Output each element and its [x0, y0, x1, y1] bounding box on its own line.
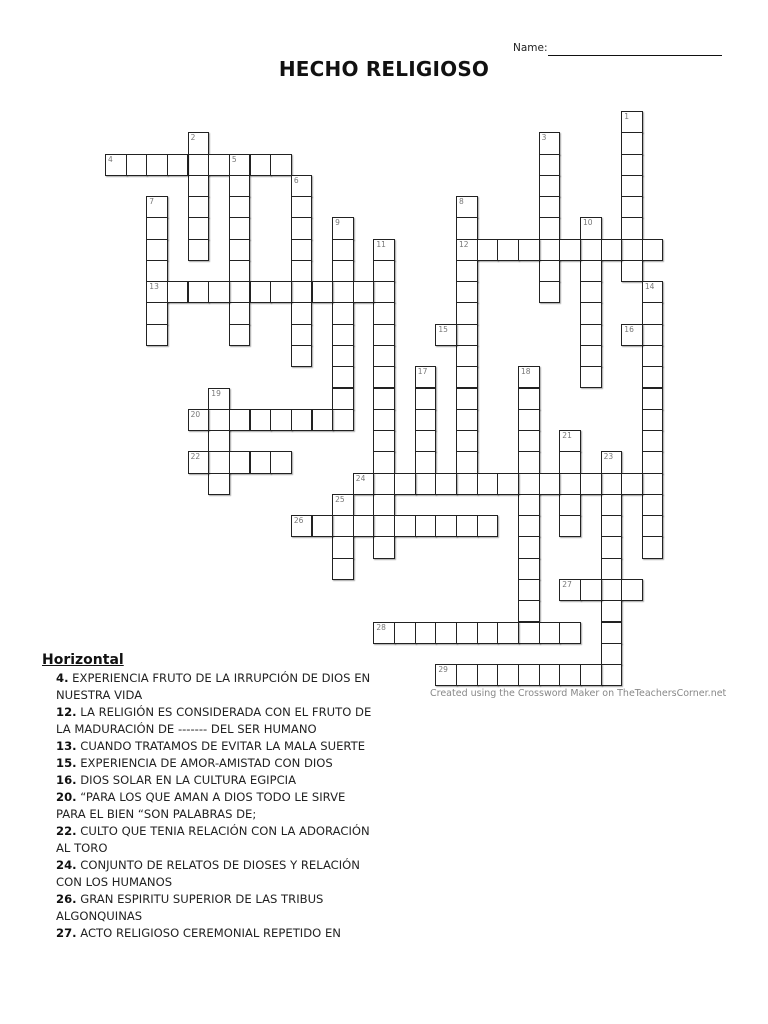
crossword-cell[interactable] — [621, 239, 643, 261]
crossword-cell[interactable] — [518, 239, 540, 261]
crossword-cell[interactable] — [580, 345, 602, 367]
clue-number: 19 — [211, 388, 221, 398]
crossword-cell[interactable] — [539, 217, 561, 239]
clue-number: 12. — [56, 705, 77, 719]
crossword-cell[interactable] — [188, 132, 210, 154]
crossword-cell[interactable] — [456, 388, 478, 410]
crossword-cell[interactable] — [332, 260, 354, 282]
clue-item — [56, 789, 374, 823]
crossword-cell[interactable] — [291, 515, 313, 537]
crossword-cell[interactable] — [373, 302, 395, 324]
crossword-cell[interactable] — [518, 451, 540, 473]
crossword-cell[interactable] — [539, 239, 561, 261]
crossword-cell[interactable] — [332, 217, 354, 239]
clue-item — [56, 755, 374, 772]
crossword-cell[interactable] — [146, 196, 168, 218]
crossword-cell[interactable] — [642, 515, 664, 537]
crossword-cell[interactable] — [559, 239, 581, 261]
crossword-cell[interactable] — [373, 388, 395, 410]
crossword-cell[interactable] — [539, 132, 561, 154]
crossword-cell[interactable] — [456, 281, 478, 303]
crossword-cell[interactable] — [373, 239, 395, 261]
crossword-cell[interactable] — [580, 217, 602, 239]
crossword-cell[interactable] — [518, 515, 540, 537]
crossword-cell[interactable] — [621, 111, 643, 133]
crossword-cell[interactable] — [373, 536, 395, 558]
crossword-cell[interactable] — [415, 515, 437, 537]
clue-item — [56, 925, 374, 942]
crossword-cell[interactable] — [394, 473, 416, 495]
crossword-cell[interactable] — [146, 324, 168, 346]
clue-text: CONJUNTO DE RELATOS DE DIOSES Y RELACIÓN CON LOS HUMANOS — [56, 858, 360, 889]
crossword-cell[interactable] — [642, 366, 664, 388]
crossword-cell[interactable] — [229, 409, 251, 431]
crossword-cell[interactable] — [456, 409, 478, 431]
crossword-cell[interactable] — [456, 366, 478, 388]
clue-number: 18 — [521, 367, 531, 377]
clue-text: DIOS SOLAR EN LA CULTURA EGIPCIA — [80, 773, 297, 787]
crossword-cell[interactable] — [621, 579, 643, 601]
clue-number: 12 — [459, 239, 469, 249]
clue-number: 4 — [108, 154, 113, 164]
crossword-cell[interactable] — [642, 494, 664, 516]
crossword-cell[interactable] — [270, 409, 292, 431]
crossword-cell[interactable] — [229, 239, 251, 261]
crossword-cell[interactable] — [229, 175, 251, 197]
crossword-cell[interactable] — [642, 430, 664, 452]
crossword-cell[interactable] — [580, 366, 602, 388]
clue-item — [56, 772, 374, 789]
crossword-cell[interactable] — [291, 260, 313, 282]
clue-text: CUANDO TRATAMOS DE EVITAR LA MALA SUERTE — [80, 739, 366, 753]
crossword-cell[interactable] — [559, 622, 581, 644]
crossword-cell[interactable] — [188, 239, 210, 261]
crossword-cell[interactable] — [415, 366, 437, 388]
crossword-cell[interactable] — [373, 409, 395, 431]
clue-number: 21 — [562, 431, 572, 441]
crossword-cell[interactable] — [250, 451, 272, 473]
crossword-cell[interactable] — [167, 154, 189, 176]
crossword-cell[interactable] — [621, 154, 643, 176]
crossword-cell[interactable] — [642, 536, 664, 558]
crossword-cell[interactable] — [229, 302, 251, 324]
crossword-cell[interactable] — [353, 473, 375, 495]
crossword-cell[interactable] — [580, 260, 602, 282]
crossword-cell[interactable] — [146, 281, 168, 303]
crossword-cell[interactable] — [188, 281, 210, 303]
crossword-cell[interactable] — [518, 409, 540, 431]
clue-number: 15 — [438, 324, 448, 334]
clue-text: EXPERIENCIA DE AMOR-AMISTAD CON DIOS — [80, 756, 333, 770]
crossword-cell[interactable] — [601, 451, 623, 473]
clue-text: ACTO RELIGIOSO CEREMONIAL REPETIDO EN — [80, 926, 341, 940]
crossword-cell[interactable] — [456, 260, 478, 282]
crossword-cell[interactable] — [477, 239, 499, 261]
crossword-cell[interactable] — [188, 175, 210, 197]
crossword-cell[interactable] — [435, 515, 457, 537]
clue-number: 27 — [562, 579, 572, 589]
crossword-cell[interactable] — [250, 409, 272, 431]
clue-list — [56, 670, 374, 942]
clue-text: “PARA LOS QUE AMAN A DIOS TODO LE SIRVE PARA EL BIEN “SON PALABRAS DE; — [56, 790, 346, 821]
crossword-cell[interactable] — [518, 494, 540, 516]
crossword-cell[interactable] — [373, 494, 395, 516]
crossword-cell[interactable] — [539, 154, 561, 176]
crossword-cell[interactable] — [208, 451, 230, 473]
clue-number: 20 — [190, 409, 201, 419]
crossword-cell[interactable] — [621, 473, 643, 495]
crossword-cell[interactable] — [621, 324, 643, 346]
crossword-cell[interactable] — [456, 217, 478, 239]
clue-number: 15. — [56, 756, 77, 770]
crossword-cell[interactable] — [146, 154, 168, 176]
crossword-cell[interactable] — [456, 515, 478, 537]
crossword-cell[interactable] — [559, 664, 581, 686]
credit-text: Created using the Crossword Maker on TheTeachersCorner.net — [430, 688, 727, 699]
crossword-cell[interactable] — [477, 664, 499, 686]
crossword-cell[interactable] — [373, 622, 395, 644]
clue-number: 6 — [293, 175, 299, 185]
crossword-cell[interactable] — [559, 430, 581, 452]
crossword-cell[interactable] — [559, 451, 581, 473]
crossword-cell[interactable] — [601, 558, 623, 580]
crossword-cell[interactable] — [208, 154, 230, 176]
crossword-cell[interactable] — [415, 388, 437, 410]
crossword-cell[interactable] — [353, 281, 375, 303]
crossword-cell[interactable] — [539, 473, 561, 495]
crossword-cell[interactable] — [291, 239, 313, 261]
clue-number: 4. — [56, 671, 69, 685]
crossword-cell[interactable] — [539, 260, 561, 282]
crossword-cell[interactable] — [456, 345, 478, 367]
crossword-cell[interactable] — [373, 281, 395, 303]
clue-number: 27. — [56, 926, 77, 940]
crossword-cell[interactable] — [291, 196, 313, 218]
crossword-cell[interactable] — [518, 366, 540, 388]
clue-number: 14 — [644, 282, 655, 292]
crossword-cell[interactable] — [642, 473, 664, 495]
clue-item — [56, 823, 374, 857]
crossword-cell[interactable] — [373, 260, 395, 282]
crossword-cell[interactable] — [188, 217, 210, 239]
crossword-cell[interactable] — [373, 345, 395, 367]
crossword-cell[interactable] — [105, 154, 127, 176]
crossword-cell[interactable] — [477, 622, 499, 644]
clues-heading: Horizontal — [42, 652, 124, 668]
crossword-cell[interactable] — [601, 622, 623, 644]
crossword-cell[interactable] — [373, 430, 395, 452]
clue-number: 26. — [56, 892, 77, 906]
clue-number: 25 — [335, 494, 345, 504]
clue-item — [56, 891, 374, 925]
clue-number: 24. — [56, 858, 77, 872]
crossword-cell[interactable] — [229, 260, 251, 282]
crossword-cell[interactable] — [332, 239, 354, 261]
crossword-cell[interactable] — [353, 515, 375, 537]
crossword-cell[interactable] — [642, 324, 664, 346]
crossword-cell[interactable] — [518, 664, 540, 686]
crossword-cell[interactable] — [456, 302, 478, 324]
crossword-cell[interactable] — [146, 239, 168, 261]
crossword-cell[interactable] — [332, 388, 354, 410]
crossword-cell[interactable] — [250, 281, 272, 303]
crossword-cell[interactable] — [270, 451, 292, 473]
crossword-cell[interactable] — [373, 324, 395, 346]
crossword-cell[interactable] — [601, 494, 623, 516]
crossword-cell[interactable] — [208, 281, 230, 303]
crossword-cell[interactable] — [580, 473, 602, 495]
crossword-cell[interactable] — [559, 473, 581, 495]
crossword-cell[interactable] — [270, 154, 292, 176]
crossword-cell[interactable] — [291, 345, 313, 367]
crossword-cell[interactable] — [518, 558, 540, 580]
crossword-cell[interactable] — [601, 239, 623, 261]
crossword-cell[interactable] — [332, 494, 354, 516]
clue-number: 28 — [376, 622, 386, 632]
clue-number: 1 — [624, 112, 630, 121]
crossword-cell[interactable] — [415, 473, 437, 495]
crossword-cell[interactable] — [601, 536, 623, 558]
crossword-cell[interactable] — [497, 239, 519, 261]
crossword-cell[interactable] — [188, 409, 210, 431]
crossword-cell[interactable] — [456, 473, 478, 495]
crossword-cell[interactable] — [332, 345, 354, 367]
crossword-cell[interactable] — [435, 473, 457, 495]
clue-number: 13 — [149, 282, 159, 292]
clue-number: 24 — [355, 473, 366, 483]
crossword-cell[interactable] — [291, 217, 313, 239]
clue-item — [56, 738, 374, 755]
crossword-cell[interactable] — [332, 366, 354, 388]
crossword-cell[interactable] — [229, 281, 251, 303]
clue-number: 11 — [376, 239, 386, 249]
crossword-cell[interactable] — [580, 302, 602, 324]
crossword-cell[interactable] — [332, 281, 354, 303]
crossword-cell[interactable] — [332, 409, 354, 431]
clue-number: 2 — [190, 133, 196, 143]
crossword-cell[interactable] — [126, 154, 148, 176]
crossword-cell[interactable] — [332, 515, 354, 537]
crossword-cell[interactable] — [188, 451, 210, 473]
crossword-cell[interactable] — [312, 409, 334, 431]
clue-number: 7 — [149, 197, 155, 207]
crossword-cell[interactable] — [621, 217, 643, 239]
crossword-cell[interactable] — [539, 281, 561, 303]
crossword-cell[interactable] — [188, 154, 210, 176]
clue-number: 16 — [624, 324, 634, 334]
crossword-cell[interactable] — [497, 473, 519, 495]
crossword-cell[interactable] — [415, 622, 437, 644]
crossword-cell[interactable] — [312, 281, 334, 303]
crossword-cell[interactable] — [229, 451, 251, 473]
crossword-cell[interactable] — [580, 281, 602, 303]
crossword-cell[interactable] — [518, 600, 540, 622]
crossword-cell[interactable] — [291, 281, 313, 303]
crossword-cell[interactable] — [518, 622, 540, 644]
clue-number: 17 — [417, 367, 428, 377]
crossword-cell[interactable] — [208, 430, 230, 452]
crossword-cell[interactable] — [456, 239, 478, 261]
crossword-cell[interactable] — [188, 196, 210, 218]
crossword-cell[interactable] — [229, 217, 251, 239]
crossword-cell[interactable] — [601, 515, 623, 537]
crossword-cell[interactable] — [146, 217, 168, 239]
crossword-cell[interactable] — [229, 324, 251, 346]
clue-number: 29 — [438, 665, 448, 674]
crossword-cell[interactable] — [456, 451, 478, 473]
crossword-cell[interactable] — [332, 536, 354, 558]
crossword-cell[interactable] — [601, 643, 623, 665]
crossword-cell[interactable] — [456, 430, 478, 452]
clue-number: 9 — [335, 218, 340, 228]
crossword-cell[interactable] — [291, 409, 313, 431]
crossword-cell[interactable] — [642, 239, 664, 261]
crossword-cell[interactable] — [518, 430, 540, 452]
crossword-cell[interactable] — [435, 324, 457, 346]
crossword-cell[interactable] — [373, 515, 395, 537]
crossword-cell[interactable] — [580, 664, 602, 686]
crossword-cell[interactable] — [642, 345, 664, 367]
crossword-cell[interactable] — [394, 515, 416, 537]
crossword-cell[interactable] — [332, 324, 354, 346]
crossword-cell[interactable] — [208, 388, 230, 410]
crossword-cell[interactable] — [621, 132, 643, 154]
crossword-cell[interactable] — [394, 622, 416, 644]
clue-number: 23 — [603, 452, 614, 462]
clue-text: CULTO QUE TENIA RELACIÓN CON LA ADORACIÓN AL TORO — [56, 824, 370, 855]
crossword-cell[interactable] — [477, 473, 499, 495]
crossword-cell[interactable] — [642, 281, 664, 303]
crossword-cell[interactable] — [291, 302, 313, 324]
crossword-cell[interactable] — [291, 324, 313, 346]
clue-number: 20. — [56, 790, 77, 804]
crossword-cell[interactable] — [146, 302, 168, 324]
crossword-cell[interactable] — [229, 154, 251, 176]
crossword-cell[interactable] — [518, 536, 540, 558]
crossword-cell[interactable] — [229, 196, 251, 218]
crossword-cell[interactable] — [580, 579, 602, 601]
crossword-cell[interactable] — [518, 579, 540, 601]
crossword-cell[interactable] — [539, 664, 561, 686]
crossword-cell[interactable] — [539, 175, 561, 197]
name-label: Name: — [513, 42, 548, 54]
crossword-cell[interactable] — [250, 154, 272, 176]
clue-text: LA RELIGIÓN ES CONSIDERADA CON EL FRUTO DE LA MADURACIÓN DE ------- DEL SER HUMANO — [56, 705, 372, 736]
crossword-cell[interactable] — [621, 175, 643, 197]
crossword-cell[interactable] — [208, 473, 230, 495]
crossword-cell[interactable] — [601, 473, 623, 495]
crossword-cell[interactable] — [601, 600, 623, 622]
clue-number: 16. — [56, 773, 77, 787]
crossword-cell[interactable] — [456, 664, 478, 686]
crossword-cell[interactable] — [642, 302, 664, 324]
crossword-cell[interactable] — [621, 260, 643, 282]
crossword-cell[interactable] — [601, 664, 623, 686]
clue-item — [56, 857, 374, 891]
crossword-cell[interactable] — [373, 451, 395, 473]
crossword-cell[interactable] — [456, 324, 478, 346]
clue-number: 22. — [56, 824, 77, 838]
crossword-cell[interactable] — [415, 409, 437, 431]
crossword-cell[interactable] — [621, 196, 643, 218]
clue-item — [56, 670, 374, 704]
clue-number: 13. — [56, 739, 77, 753]
crossword-cell[interactable] — [518, 388, 540, 410]
crossword-cell[interactable] — [435, 664, 457, 686]
crossword-cell[interactable] — [312, 515, 334, 537]
crossword-cell[interactable] — [539, 196, 561, 218]
crossword-cell[interactable] — [167, 281, 189, 303]
crossword-cell[interactable] — [580, 324, 602, 346]
crossword-cell[interactable] — [208, 409, 230, 431]
crossword-cell[interactable] — [146, 260, 168, 282]
crossword-cell[interactable] — [497, 664, 519, 686]
crossword-cell[interactable] — [539, 622, 561, 644]
crossword-cell[interactable] — [559, 579, 581, 601]
crossword-cell[interactable] — [559, 515, 581, 537]
crossword-cell[interactable] — [332, 558, 354, 580]
crossword-cell[interactable] — [456, 622, 478, 644]
crossword-cell[interactable] — [291, 175, 313, 197]
crossword-cell[interactable] — [642, 451, 664, 473]
clue-number: 26 — [293, 516, 304, 526]
crossword-cell[interactable] — [435, 622, 457, 644]
crossword-cell[interactable] — [642, 409, 664, 431]
clue-item — [56, 704, 374, 738]
crossword-cell[interactable] — [373, 473, 395, 495]
crossword-cell[interactable] — [456, 196, 478, 218]
crossword-cell[interactable] — [601, 579, 623, 601]
clue-number: 22 — [190, 452, 201, 462]
crossword-cell[interactable] — [415, 451, 437, 473]
crossword-cell[interactable] — [332, 302, 354, 324]
crossword-cell[interactable] — [580, 239, 602, 261]
crossword-cell[interactable] — [559, 494, 581, 516]
crossword-cell[interactable] — [415, 430, 437, 452]
crossword-cell[interactable] — [477, 515, 499, 537]
clue-number: 5 — [231, 154, 237, 164]
crossword-cell[interactable] — [373, 366, 395, 388]
crossword-cell[interactable] — [518, 473, 540, 495]
crossword-cell[interactable] — [270, 281, 292, 303]
clue-number: 3 — [541, 133, 547, 143]
crossword-cell[interactable] — [497, 622, 519, 644]
clue-number: 10 — [583, 218, 593, 228]
clue-text: GRAN ESPIRITU SUPERIOR DE LAS TRIBUS ALGONQUINAS — [56, 892, 324, 923]
page-title: HECHO RELIGIOSO — [278, 57, 490, 81]
crossword-cell[interactable] — [642, 388, 664, 410]
clue-text: EXPERIENCIA FRUTO DE LA IRRUPCIÓN DE DIOS EN NUESTRA VIDA — [56, 671, 371, 702]
clue-number: 8 — [459, 197, 464, 207]
